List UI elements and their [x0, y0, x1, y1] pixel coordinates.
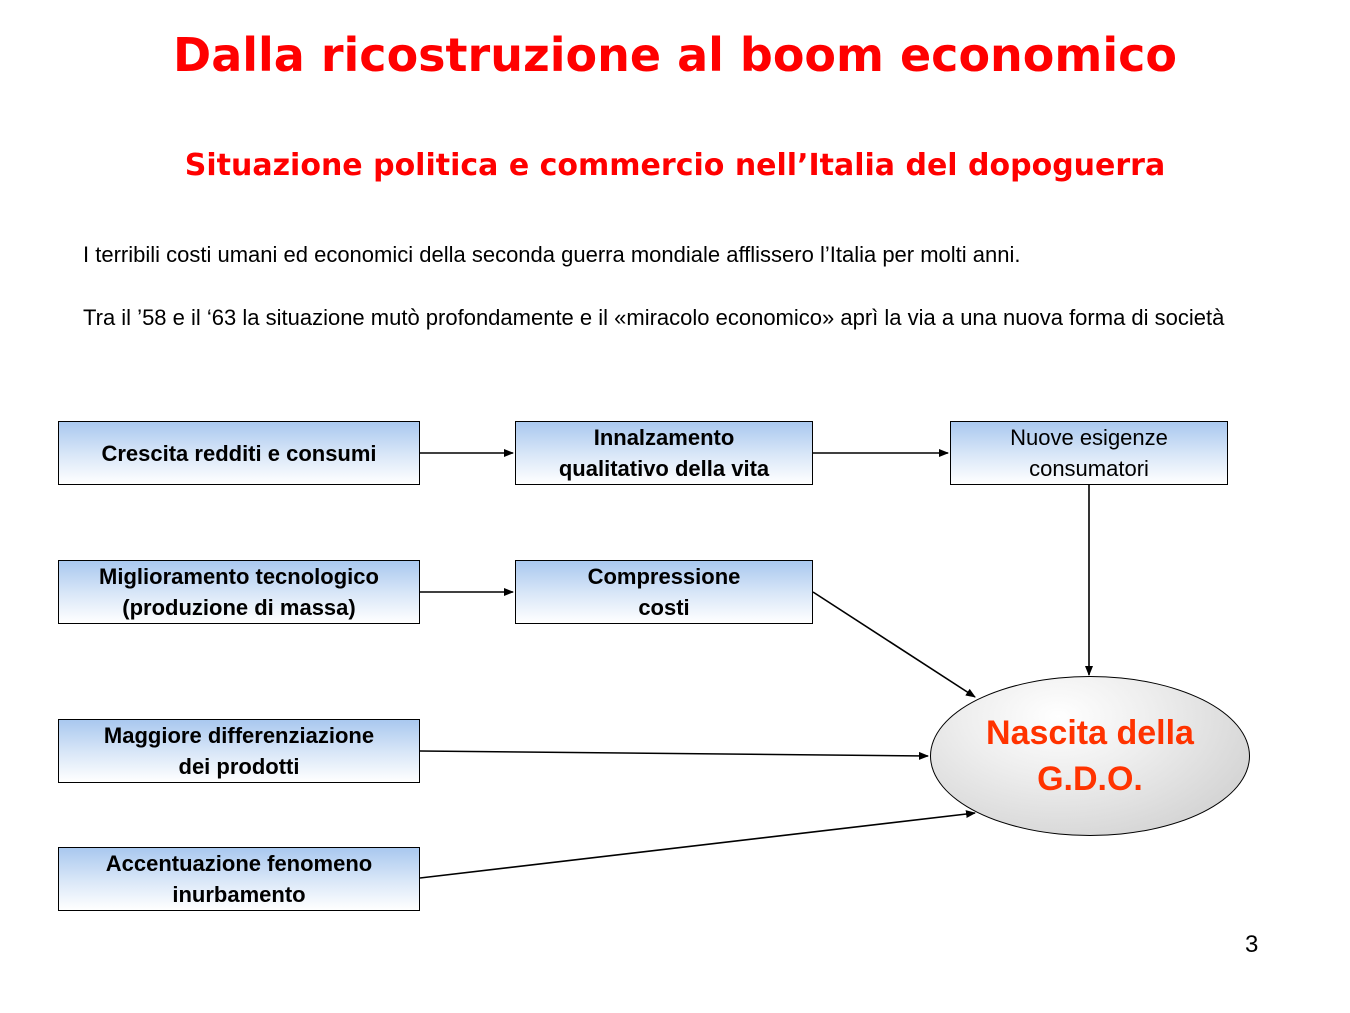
slide-subtitle: Situazione politica e commercio nell’Italia del dopoguerra	[184, 148, 1166, 183]
box-accentuazione-inurbamento	[58, 847, 420, 911]
box-accentuazione-inurbamento-label: Accentuazione fenomeno inurbamento	[105, 851, 373, 907]
box-nuove-esigenze-label: Nuove esigenze consumatori	[1010, 425, 1168, 481]
box-maggiore-differenziazione	[58, 719, 420, 783]
box-innalzamento-qualitativo	[515, 421, 813, 485]
target-ellipse-gdo	[930, 676, 1250, 836]
box-miglioramento-tecnologico	[58, 560, 420, 624]
arrow-accentuazione-to-gdo	[420, 813, 975, 878]
box-crescita-redditi-label: Crescita redditi e consumi	[101, 440, 377, 466]
target-ellipse-label: Nascita della G.D.O.	[986, 714, 1194, 798]
box-maggiore-differenziazione-label: Maggiore differenziazione dei prodotti	[103, 723, 375, 779]
box-compressione-costi-label: Compressione costi	[587, 564, 741, 620]
page-number: 3	[1245, 931, 1259, 958]
intro-paragraph: I terribili costi umani ed economici della seconda guerra mondiale afflissero l’Italia per molti anni.	[83, 242, 1021, 267]
arrow-differenziazione-to-gdo	[420, 751, 928, 756]
box-compressione-costi	[515, 560, 813, 624]
slide-title: Dalla ricostruzione al boom economico	[173, 28, 1177, 82]
boom-paragraph: Tra il ’58 e il ‘63 la situazione mutò profondamente e il «miracolo economico» aprì la via a una nuova forma di società	[83, 305, 1225, 330]
box-crescita-redditi	[58, 421, 420, 485]
arrow-compressione-to-gdo	[813, 592, 975, 697]
box-innalzamento-qualitativo-label: Innalzamento qualitativo della vita	[558, 425, 770, 481]
box-miglioramento-tecnologico-label: Miglioramento tecnologico (produzione di massa)	[99, 564, 379, 620]
box-nuove-esigenze	[950, 421, 1228, 485]
